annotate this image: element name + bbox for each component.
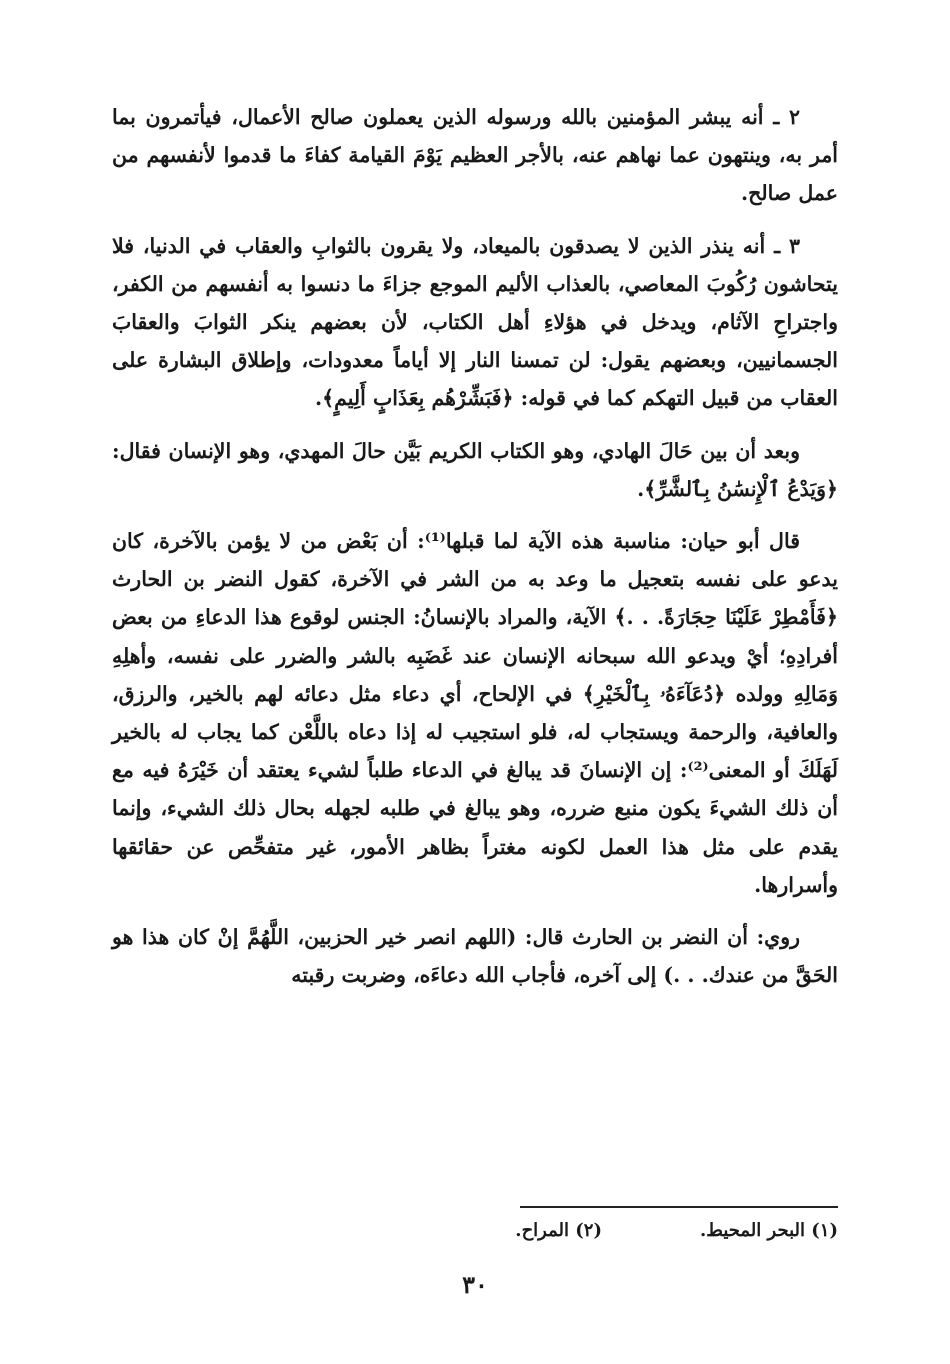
footnote-2: (٢) المراح.	[515, 1220, 602, 1241]
paragraph-5: روي: أن النضر بن الحارث قال: (اللهم انصر خير الحزبين، اللَّهُمَّ إنْ كان هذا هو الحَقَّ من عندك. . .) إلى آخره، فأجاب الله دعاءَه، وضربت رقبته	[112, 925, 838, 988]
page-number: ٣٠	[462, 1270, 488, 1299]
paragraph-1: ٢ ـ أنه يبشر المؤمنين بالله ورسوله الذين يعملون صالح الأعمال، فيأتمرون بما أمر به، وينتهون عما نهاهم عنه، بالأجر العظيم يَوْمَ القيامة كفاءَ ما قدموا لأنفسهم من عمل صالح.	[112, 105, 838, 206]
paragraph-3: وبعد أن بين حَالَ الهادي، وهو الكتاب الكريم بَيَّن حالَ المهدي، وهو الإنسان فقال: ﴿وَيَدْعُ ٱلْإِنسَٰنُ بِٱلشَّرِّ﴾.	[112, 438, 838, 501]
document-page	[112, 98, 838, 1338]
footnote-1: (١) البحر المحيط.	[699, 1220, 838, 1241]
paragraph-2: ٣ ـ أنه ينذر الذين لا يصدقون بالميعاد، ولا يقرون بالثوابِ والعقاب في الدنيا، فلا يتحاشون رُكُوبَ المعاصي، بالعذاب الأليم الموجع جزاءَ ما دنسوا به أنفسهم من الكفر، واجتراحِ الآثام، ويدخل في هؤلاءِ أهل الكتاب، لأن بعضهم ينكر الثوابَ والعقابَ الجسمانيين، وبعضهم يقول: لن تمسنا النار إلا أياماً معدودات، وإطلاق البشارة على العقاب من قبيل التهكم كما في قوله: ﴿فَبَشِّرْهُم بِعَذَابٍ أَلِيمٍ﴾.	[112, 233, 838, 411]
footnotes	[112, 1220, 838, 1241]
paragraph-4: قال أبو حيان: مناسبة هذه الآية لما قبلها⁽¹⁾: أن بَعْض من لا يؤمن بالآخرة، كان يدعو على نفسه بتعجيل ما وعد به من الشر في الآخرة، كقول النضر بن الحارث ﴿فَأَمْطِرْ عَلَيْنَا حِجَارَةً. . .﴾ الآية، والمراد بالإنسانُ: الجنس لوقوع هذا الدعاءِ من بعض أفرادِهِ؛ أيْ ويدعو الله سبحانه الإنسان عند غَضَبِه بالشر والضرر على نفسه، وأهلِهِ وَمَالِهِ وولده ﴿دُعَآءَهُۥ بِٱلْخَيْرِ﴾ في الإلحاح، أي دعاء مثل دعائه لهم بالخير، والرزق، والعافية، والرحمة ويستجاب له، فلو استجيب له إذا دعاه باللَّعْن كما يجاب له بالخير لَهَلَكَ أو المعنى⁽²⁾: إن الإنسانَ قد يبالغ في الدعاء طلباً لشيء يعتقد أن خَيْرَهُ فيه مع أن ذلك الشيءَ يكون منبع ضرره، وهو يبالغ في طلبه لجهله بحال ذلك الشيء، وإنما يقدم على مثل هذا العمل لكونه مغتراً بظاهر الأمور، غير متفحِّص عن حقائقها وأسرارها.	[112, 529, 838, 897]
footnote-divider	[520, 1206, 838, 1208]
